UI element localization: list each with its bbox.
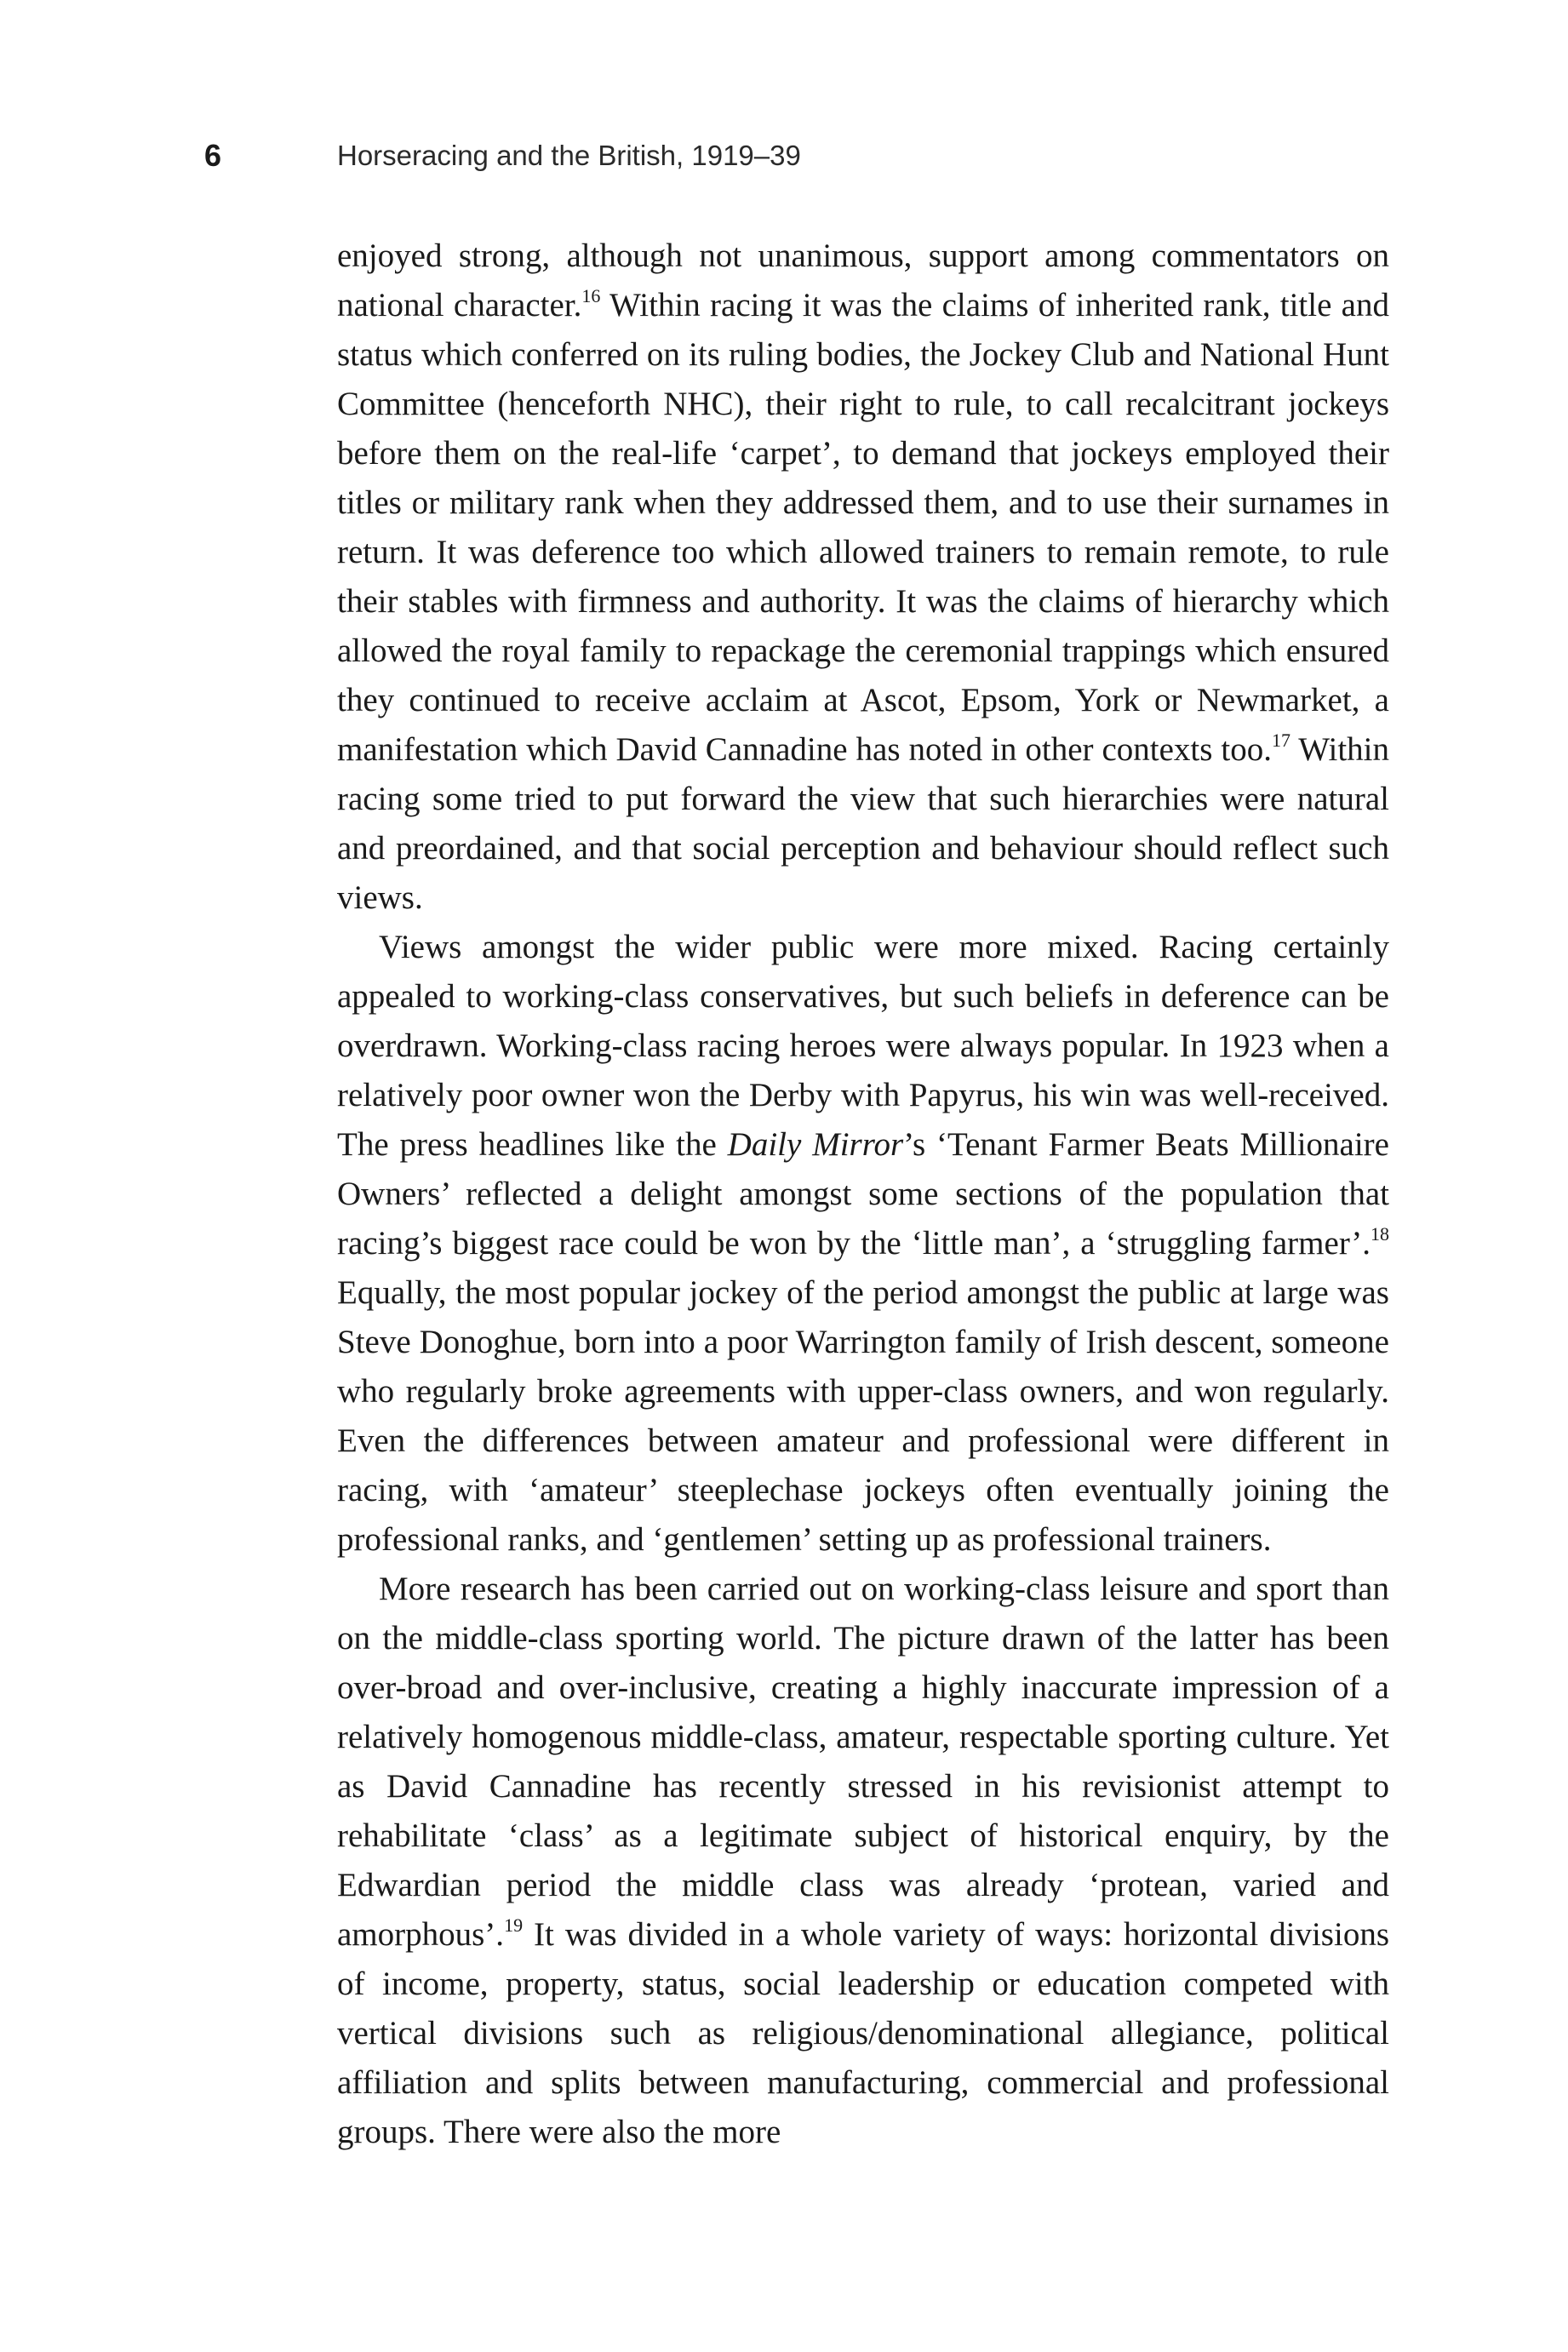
footnote-ref-16[interactable]: 16 <box>581 285 601 306</box>
paragraph-3 <box>337 1565 1389 2157</box>
running-title: Horseracing and the British, 1919–39 <box>337 140 801 171</box>
paragraph-1-text-b: Within racing it was the claims of inherited rank, title and status which conferred on its ruling bodies, the Jockey Club and National Hunt Committee (henceforth NHC), their right to rule, to call recalcitrant jockeys before them on the real-life ‘carpet’, to demand that jockeys employed their titles or military rank when they addressed them, and to use their surnames in return. It was deference too which allowed trainers to remain remote, to rule their stables with firmness and authority. It was the claims of hierarchy which allowed the royal family to repackage the ceremonial trappings which ensured they continued to receive acclaim at Ascot, Epsom, York or Newmarket, a manifestation which David Cannadine has noted in other contexts too. <box>337 287 1389 768</box>
paragraph-3-text-b: It was divided in a whole variety of ways: horizontal divisions of income, property, status, social leadership or education competed with vertical divisions such as religious/denominational allegiance, political affiliation and splits between manufacturing, commercial and professional groups. There were also the more <box>337 1916 1389 2150</box>
paragraph-2-text-b: ’s ‘Tenant Farmer Beats Millionaire Owners’ reflected a delight amongst some sections of the population that racing’s biggest race could be won by the ‘little man’, a ‘struggling farmer’. <box>337 1126 1389 1262</box>
paragraph-1-text-c: Within racing some tried to put forward the view that such hierarchies were natural and preordained, and that social perception and behaviour should reflect such views. <box>337 731 1389 916</box>
publication-title: Daily Mirror <box>727 1126 904 1163</box>
footnote-ref-17[interactable]: 17 <box>1271 730 1290 751</box>
running-head <box>204 134 1396 186</box>
page-number: 6 <box>204 138 222 173</box>
paragraph-2-text-c: Equally, the most popular jockey of the period amongst the public at large was Steve Donoghue, born into a poor Warrington family of Irish descent, someone who regularly broke agreements with upper-class owners, and won regularly. Even the differences between amateur and professional were different in racing, with ‘amateur’ steeplechase jockeys often eventually joining the professional ranks, and ‘gentlemen’ setting up as professional trainers. <box>337 1274 1389 1558</box>
paragraph-2 <box>337 923 1389 1565</box>
paragraph-3-text-a: More research has been carried out on working-class leisure and sport than on the middle-class sporting world. The picture drawn of the latter has been over-broad and over-inclusive, creating a highly inaccurate impression of a relatively homogenous middle-class, amateur, respectable sporting culture. Yet as David Cannadine has recently stressed in his revisionist attempt to rehabilitate ‘class’ as a legitimate subject of historical enquiry, by the Edwardian period the middle class was already ‘protean, varied and amorphous’. <box>337 1571 1389 1953</box>
footnote-ref-18[interactable]: 18 <box>1371 1223 1389 1245</box>
footnote-ref-19[interactable]: 19 <box>504 1914 524 1936</box>
paragraph-1-text-a: enjoyed strong, although not unanimous, support among commentators on national character. <box>337 237 1389 323</box>
body-text <box>337 232 1389 2157</box>
paragraph-2-text-a: Views amongst the wider public were more mixed. Racing certainly appealed to working-class conservatives, but such beliefs in deference can be overdrawn. Working-class racing heroes were always popular. In 1923 when a relatively poor owner won the Derby with Papyrus, his win was well-received. The press headlines like the <box>337 929 1389 1163</box>
paragraph-1 <box>337 232 1389 923</box>
